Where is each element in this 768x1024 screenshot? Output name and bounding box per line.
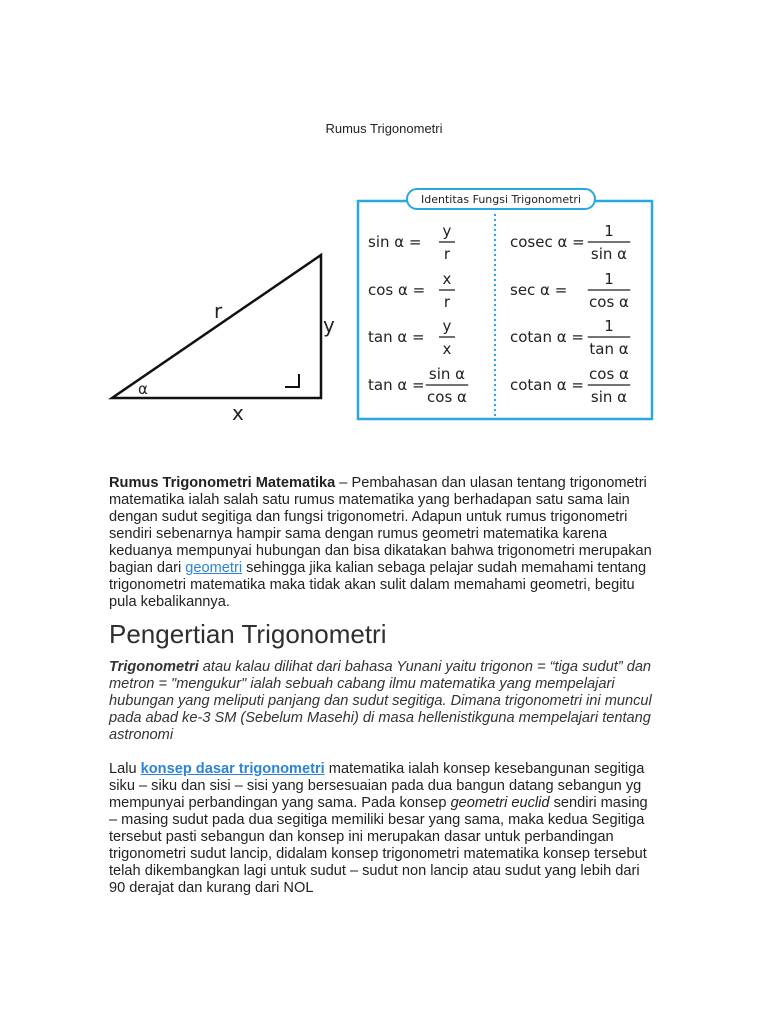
label-hyp: r bbox=[214, 299, 223, 323]
left-formula-lhs: sin α = bbox=[368, 233, 422, 251]
right-formula-numerator: 1 bbox=[604, 222, 614, 240]
intro-text-2: sehingga jika kalian sebaga pelajar sudah memahami tentang trigonometri matematika maka tidak akan sulit dalam memahami geometri, begitu pula kebalikannya. bbox=[109, 560, 647, 610]
right-formula-denominator: sin α bbox=[590, 388, 628, 406]
right-formula-denominator: sin α bbox=[590, 245, 628, 263]
concept-paragraph bbox=[109, 761, 659, 897]
left-formula-denominator: cos α bbox=[427, 388, 467, 406]
left-formula-denominator: x bbox=[442, 340, 452, 358]
right-formula-numerator: 1 bbox=[604, 317, 614, 335]
right-formula-lhs: cotan α = bbox=[510, 328, 584, 346]
left-formula-numerator: sin α bbox=[428, 365, 466, 383]
formula-layer bbox=[368, 222, 630, 406]
right-formula-numerator: cos α bbox=[589, 365, 629, 383]
geometri-link[interactable]: geometri bbox=[185, 560, 243, 576]
concept-text-2: matematika ialah konsep kesebangunan segitiga siku – siku dan sisi – sisi yang bersesuaian pada dua bangun datang sebangun yg mempunyai perbandingan yang sama. Pada konsep bbox=[109, 761, 645, 811]
trig-figure-svg bbox=[104, 184, 664, 434]
identity-title: Identitas Fungsi Trigonometri bbox=[420, 193, 582, 206]
right-formula-lhs: sec α = bbox=[510, 281, 568, 299]
label-opp: y bbox=[323, 313, 335, 337]
left-formula-lhs: tan α = bbox=[368, 376, 425, 394]
trig-figure bbox=[104, 184, 664, 434]
definition-bold: Trigonometri bbox=[109, 659, 199, 675]
right-formula-numerator: 1 bbox=[604, 270, 614, 288]
document-title: Rumus Trigonometri bbox=[325, 121, 443, 136]
right-formula-lhs: cosec α = bbox=[510, 233, 585, 251]
right-formula-denominator: tan α bbox=[589, 340, 629, 358]
intro-bold: Rumus Trigonometri Matematika bbox=[109, 475, 336, 491]
right-triangle bbox=[112, 255, 321, 398]
right-formula-lhs: cotan α = bbox=[510, 376, 584, 394]
right-angle-mark bbox=[285, 374, 299, 387]
right-formula-denominator: cos α bbox=[589, 293, 629, 311]
concept-text-3: sendiri masing – masing sudut pada dua segitiga memiliki besar yang sama, maka kedua Segitiga tersebut pasti sebangun dan konsep ini merupakan dasar untuk perbandingan trigonometri sudut lancip, didalam konsep trigonometri matematika konsep tersebut telah dikembangkan lagi untuk sudut – sudut non lancip atau sudut yang lebih dari 90 derajat dan kurang dari NOL bbox=[109, 795, 648, 896]
konsep-dasar-link[interactable]: konsep dasar trigonometri bbox=[140, 761, 325, 777]
section-heading: Pengertian Trigonometri bbox=[109, 619, 387, 649]
intro-text-1: – Pembahasan dan ulasan tentang trigonometri matematika ialah salah satu rumus matematika yang berhadapan satu sama lain dengan sudut segitiga dan fungsi trigonometri. Adapun untuk rumus trigonometri sendiri sebenarnya hampir sama dengan rumus geometri matematika karena keduanya mempunyai hubungan dan bisa dikatakan bahwa trigonometri merupakan bagian dari bbox=[109, 475, 652, 576]
label-adj: x bbox=[232, 401, 244, 425]
concept-text-1: Lalu bbox=[109, 761, 141, 777]
left-formula-lhs: cos α = bbox=[368, 281, 426, 299]
label-angle: α bbox=[138, 380, 148, 398]
left-formula-lhs: tan α = bbox=[368, 328, 425, 346]
left-formula-denominator: r bbox=[443, 245, 451, 263]
concept-italic: geometri euclid bbox=[450, 795, 550, 811]
left-formula-denominator: r bbox=[443, 293, 451, 311]
intro-paragraph bbox=[109, 475, 659, 611]
definition-paragraph bbox=[109, 659, 659, 744]
left-formula-numerator: x bbox=[442, 270, 452, 288]
definition-text: atau kalau dilihat dari bahasa Yunani yaitu trigonon = “tiga sudut” dan metron = "mengukur" ialah sebuah cabang ilmu matematika yang mempelajari hubungan yang meliputi panjang dan sudut segitiga. Dimana trigonometri ini muncul pada abad ke-3 SM (Sebelum Masehi) di masa hellenistikguna mempelajari tentang astronomi bbox=[109, 659, 652, 743]
left-formula-numerator: y bbox=[442, 317, 452, 335]
left-formula-numerator: y bbox=[442, 222, 452, 240]
